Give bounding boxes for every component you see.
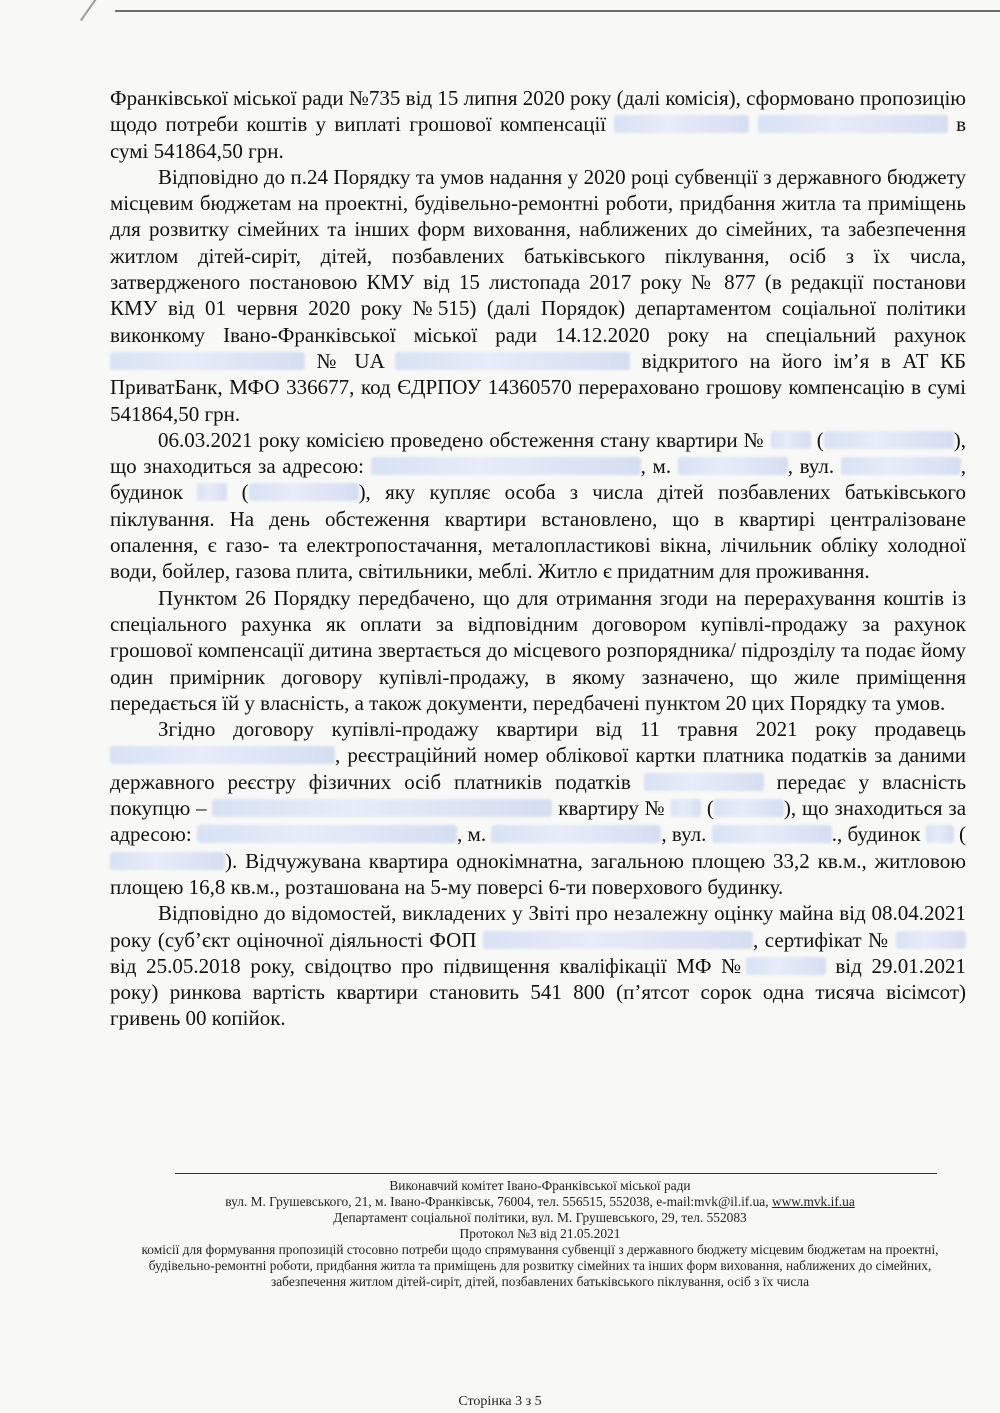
paragraph-5 [110, 716, 966, 900]
account-number-label: № UA [316, 348, 384, 373]
paragraph-3-address-label: ), що знаходиться за адресою: [110, 427, 967, 479]
paragraph-3 [110, 427, 966, 585]
city-label: , м. [640, 454, 672, 479]
redacted-field [841, 457, 961, 475]
redacted-field [483, 931, 753, 949]
street-label: , вул. [661, 822, 707, 847]
paren: ( [706, 796, 714, 821]
redacted-field [371, 457, 641, 475]
footer-divider [175, 1173, 937, 1174]
paragraph-2-text: Відповідно до п.24 Порядку та умов надання у 2020 році субвенції з державного бюджету місцевим бюджетам на проектні, будівельно-ремонтні роботи, придбання житла та приміщень для розвитку сімейних та інших форм виховання, наближених до сімейних, та забезпечення житлом дітей-сиріт, дітей, позбавлених батьківського піклування, осіб з їх числа, затвердженого постановою КМУ від 15 листопада 2017 року № 877 (в редакції постанови КМУ від 01 червня 2020 року №515) (далі Порядок) департаментом соціальної політики виконкому Івано-Франківської міської ради 14.12.2020 року на спеціальний рахунок [110, 164, 966, 347]
redacted-field [678, 457, 788, 475]
page-footer [120, 1178, 960, 1290]
redacted-field [249, 483, 359, 501]
certificate-label: , сертифікат № [753, 927, 890, 952]
paragraph-6-text: Відповідно до відомостей, викладених у Звіті про незалежну оцінку майна від 08.04.2021 року (суб’єкт оціночної діяльності ФОП [110, 901, 966, 952]
qualification-label: від 25.05.2018 року, свідоцтво про підвищення кваліфікації МФ № [110, 953, 746, 978]
redacted-field [110, 852, 225, 870]
apartment-label: квартиру № [558, 796, 666, 821]
paragraph-4 [110, 585, 966, 716]
redacted-field [110, 352, 305, 370]
redacted-field [926, 825, 954, 843]
paragraph-5-text-end: ). Відчужувана квартира однокімнатна, загальною площею 33,2 кв.м., житловою площею 16,8 кв.м., розташована на 5-му поверсі 6-ти поверхового будинку. [110, 848, 966, 899]
footer-department: Департамент соціальної політики, вул. М. Грушевського, 29, тел. 552083 [333, 1210, 747, 1225]
paragraph-5-text: Згідно договору купівлі-продажу квартири від 11 травня 2021 року продавець [158, 717, 966, 742]
paren: ( [241, 480, 249, 505]
address-label: ), що знаходиться за адресою: [110, 796, 967, 847]
paragraph-1-text: Франківської міської ради №735 від 15 липня 2020 року (далі комісія), сформовано пропозицію щодо потреби коштів у виплаті грошової компенсації [110, 86, 966, 137]
redacted-field [712, 825, 832, 843]
redacted-field [896, 931, 966, 949]
footer-address-line [120, 1194, 960, 1210]
footer-protocol: Протокол №3 від 21.05.2021 [459, 1226, 621, 1241]
footer-commission: комісії для формування пропозицій стосовно потреби щодо спрямування субвенції з державного бюджету місцевим бюджетам на проектні, будівельно-ремонтні роботи, придбання житла та приміщень для розвитку сімейних та інших форм виховання, наближених до сімейних, забезпечення житлом дітей-сиріт, дітей, позбавлених батьківського піклування, осіб з їх числа [141, 1242, 939, 1289]
paragraph-6 [110, 900, 966, 1031]
footer-address: вул. М. Грушевського, 21, м. Івано-Франківськ, 76004, тел. 556515, 552038, e-mail:mvk@il.if.ua, [225, 1194, 769, 1209]
redacted-field [197, 483, 227, 501]
redacted-field [714, 799, 784, 817]
footer-organization: Виконавчий комітет Івано-Франківської міської ради [389, 1178, 691, 1193]
paragraph-4-text: Пунктом 26 Порядку передбачено, що для отримання згоди на перерахування коштів із спеціального рахунка як оплати за відповідним договором купівлі-продажу за рахунок грошової компенсації дитина звертається до місцевого розпорядника/ підрозділу та подає йому один примірник договору купівлі-продажу, в якому зазначено, що жиле приміщення передається їй у власність, а також документи, передбачені пунктом 20 цих Порядку та умов. [110, 585, 966, 715]
redacted-field [824, 431, 954, 449]
paragraph-2 [110, 164, 966, 427]
paragraph-6-text-end: від 29.01.2021 року) ринкова вартість квартири становить 541 800 (п’ятсот сорок одна тисяча вісімсот) гривень 00 копійок. [110, 953, 966, 1031]
scan-top-edge [115, 10, 1000, 12]
redacted-field [644, 773, 764, 791]
redacted-field [197, 825, 457, 843]
paragraph-3-text: 06.03.2021 року комісією проведено обстеження стану квартири № [158, 427, 765, 452]
redacted-field [671, 799, 701, 817]
street-label: , вул. [787, 454, 835, 479]
buyer-label: передає у власність покупцю – [110, 769, 967, 821]
paren: ( [959, 822, 967, 847]
redacted-field [395, 352, 630, 370]
building-label: , будинок [110, 454, 967, 505]
redacted-field [110, 746, 335, 764]
document-body [110, 85, 966, 1032]
paren: ( [816, 427, 824, 452]
redacted-field [614, 115, 749, 133]
redacted-field [212, 799, 552, 817]
city-label: , м. [457, 822, 487, 847]
redacted-field [491, 825, 661, 843]
paragraph-3-text-end: ), яку купляє особа з числа дітей позбавлених батьківського піклування. На день обстеження квартири встановлено, що в квартирі централізоване опалення, є газо- та електропостачання, металопластикові вікна, лічильник обліку холодної води, бойлер, газова плита, світильники, меблі. Житло є придатним для проживання. [110, 480, 967, 584]
redacted-field [771, 431, 811, 449]
footer-website-link[interactable]: www.mvk.if.ua [771, 1194, 855, 1209]
scan-mark [80, 0, 105, 21]
redacted-field [746, 957, 826, 975]
redacted-field [758, 115, 948, 133]
paragraph-2-text-end: відкритого на його ім’я в АТ КБ ПриватБанк, МФО 336677, код ЄДРПОУ 14360570 перераховано грошову компенсацію в сумі 541864,50 грн. [110, 348, 967, 426]
paragraph-1-text-end: в сумі 541864,50 грн. [110, 112, 967, 163]
page-number: Сторінка 3 з 5 [458, 1394, 542, 1409]
building-label: ., будинок [831, 822, 921, 847]
paragraph-1 [110, 85, 966, 164]
tax-number-label: , реєстраційний номер облікової картки платника податків за даними державного реєстру фізичних осіб платників податків [110, 743, 966, 794]
